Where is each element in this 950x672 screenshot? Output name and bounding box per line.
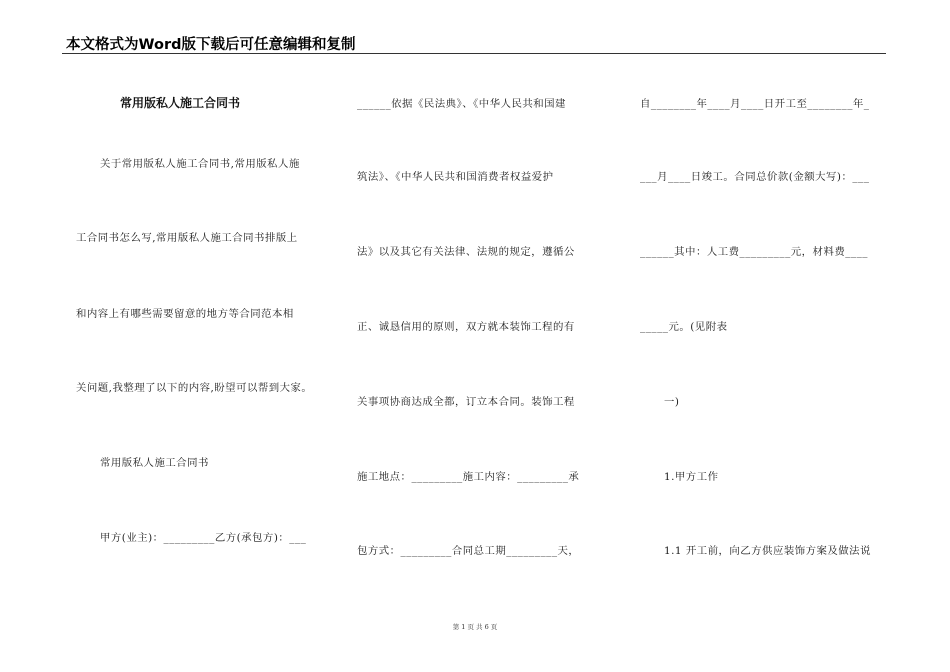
paragraph-line: ___月____日竣工。合同总价款(金额大写)：___	[640, 171, 870, 183]
paragraph-line: 自________年____月____日开工至________年_	[640, 98, 870, 110]
paragraph-line: ______其中：人工费_________元，材料费____	[640, 246, 869, 258]
header-banner: 本文格式为Word版下载后可任意编辑和复制	[66, 37, 356, 53]
paragraph-line: ______依据《民法典》、《中华人民共和国建	[357, 98, 566, 110]
paragraph-line: 甲方(业主)：_________乙方(承包方)：___	[100, 532, 307, 544]
text-column-3	[640, 0, 890, 600]
page-number: 第 1 页 共 6 页	[452, 623, 498, 631]
text-column-1	[76, 0, 336, 600]
paragraph-line: 一)	[664, 396, 680, 408]
paragraph-line: 施工地点：_________施工内容：_________承	[357, 471, 580, 483]
paragraph-line: 法》以及其它有关法律、法规的规定，遵循公	[357, 246, 575, 258]
paragraph-line: 包方式：_________合同总工期_________天，	[357, 545, 580, 557]
paragraph-line: 筑法》、《中华人民共和国消费者权益爱护	[357, 171, 554, 183]
paragraph-line: 正、诚恳信用的原则，双方就本装饰工程的有	[357, 321, 575, 333]
text-column-2	[357, 0, 607, 600]
paragraph-line: _____元。(见附表	[640, 321, 728, 333]
paragraph-line: 和内容上有哪些需要留意的地方等合同范本相	[76, 308, 294, 320]
paragraph-line: 工合同书怎么写,常用版私人施工合同书排版上	[76, 232, 298, 244]
paragraph-line: 关问题,我整理了以下的内容,盼望可以帮到大家。	[76, 382, 313, 394]
paragraph-line: 关于常用版私人施工合同书,常用版私人施	[100, 158, 300, 170]
paragraph-line: 关事项协商达成全都，订立本合同。装饰工程	[357, 396, 575, 408]
paragraph-line: 1.1 开工前，向乙方供应装饰方案及做法说	[664, 545, 871, 557]
document-title: 常用版私人施工合同书	[120, 96, 241, 110]
section-heading: 常用版私人施工合同书	[100, 457, 209, 469]
section-heading: 1.甲方工作	[664, 471, 719, 483]
